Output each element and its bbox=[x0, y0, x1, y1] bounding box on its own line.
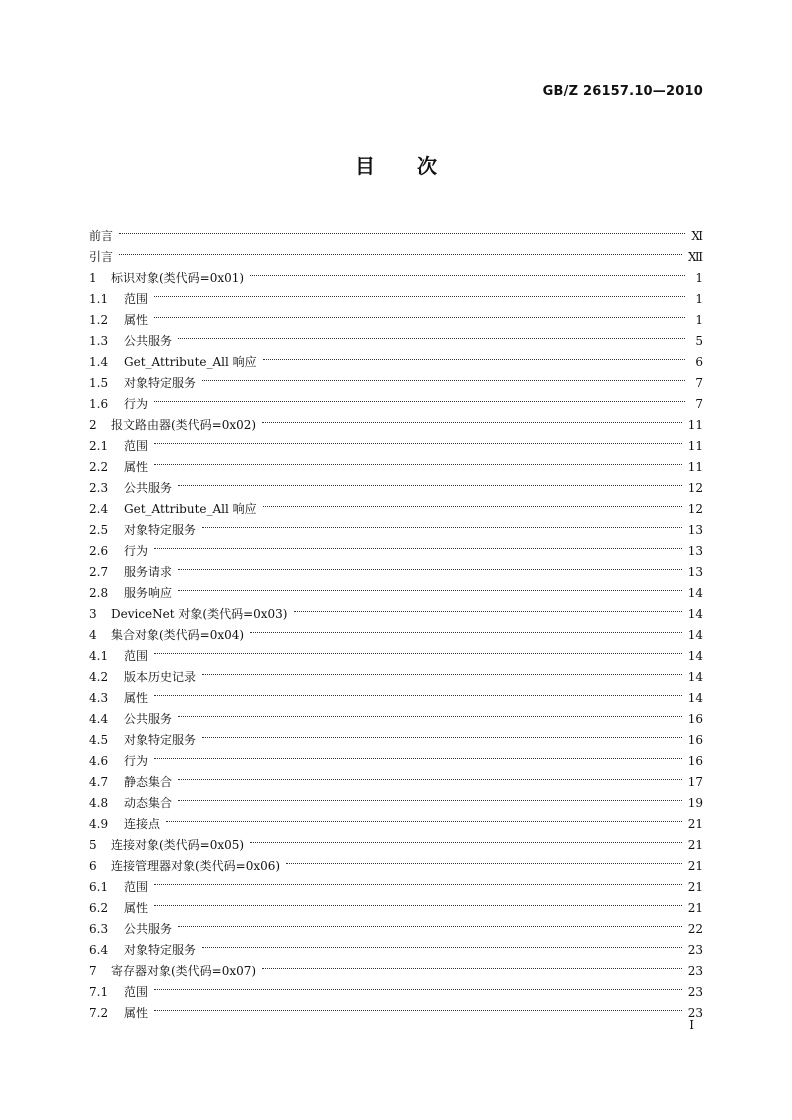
toc-entry-number: 4.9 bbox=[89, 817, 109, 831]
toc-entry[interactable] bbox=[89, 555, 703, 579]
toc-entry-title-group bbox=[89, 919, 178, 940]
page-title: 目次 bbox=[355, 154, 479, 178]
dot-leader bbox=[250, 261, 685, 282]
dot-leader bbox=[202, 723, 682, 744]
toc-entry-number: 4.8 bbox=[89, 796, 109, 810]
toc-entry-page: 5 bbox=[695, 334, 703, 348]
toc-entry-title-group bbox=[89, 541, 154, 562]
toc-entry-title-group bbox=[89, 562, 178, 583]
toc-entry-page: 16 bbox=[687, 712, 703, 726]
dot-leader bbox=[178, 576, 682, 597]
dot-leader bbox=[178, 912, 682, 933]
toc-entry-title: 对象特定服务 bbox=[124, 943, 197, 957]
toc-entry-number: 5 bbox=[89, 838, 97, 852]
toc-entry[interactable] bbox=[89, 282, 703, 306]
toc-entry-page: 6 bbox=[695, 355, 703, 369]
dot-leader bbox=[263, 492, 682, 513]
dot-leader bbox=[154, 429, 682, 450]
toc-entry-page: 19 bbox=[687, 796, 703, 810]
toc-entry[interactable] bbox=[89, 765, 703, 789]
toc-entry-title: 属性 bbox=[124, 901, 149, 915]
dot-leader bbox=[154, 303, 685, 324]
dot-leader bbox=[202, 366, 685, 387]
toc-entry-title: 版本历史记录 bbox=[124, 670, 197, 684]
toc-entry-page: 21 bbox=[687, 817, 703, 831]
toc-entry-title: 动态集合 bbox=[124, 796, 173, 810]
toc-entry-page: 23 bbox=[687, 964, 703, 978]
toc-entry-page: 1 bbox=[695, 292, 703, 306]
page-number: I bbox=[689, 1018, 694, 1032]
toc-entry[interactable] bbox=[89, 681, 703, 705]
toc-entry-number: 7.2 bbox=[89, 1006, 109, 1020]
dot-leader bbox=[154, 534, 682, 555]
toc-entry-title: 连接对象(类代码=0x05) bbox=[111, 838, 245, 852]
toc-entry-number: 7.1 bbox=[89, 985, 109, 999]
toc-entry-title: Get_Attribute_All 响应 bbox=[124, 355, 257, 369]
toc-entry-number: 4 bbox=[89, 628, 97, 642]
dot-leader bbox=[154, 681, 682, 702]
toc-entry-page: 11 bbox=[687, 418, 703, 432]
toc-entry-title-group bbox=[89, 289, 154, 310]
toc-entry-title: 范围 bbox=[124, 292, 149, 306]
toc-entry-title: 公共服务 bbox=[124, 334, 173, 348]
dot-leader bbox=[119, 240, 682, 261]
toc-entry-number: 4.7 bbox=[89, 775, 109, 789]
toc-entry-number: 7 bbox=[89, 964, 97, 978]
toc-entry-number: 2.4 bbox=[89, 502, 109, 516]
toc-entry-page: 23 bbox=[687, 985, 703, 999]
toc-entry-page: 14 bbox=[687, 586, 703, 600]
toc-entry[interactable] bbox=[89, 219, 703, 243]
toc-entry-number: 1.4 bbox=[89, 355, 109, 369]
toc-entry[interactable] bbox=[89, 471, 703, 495]
toc-entry-number: 4.1 bbox=[89, 649, 109, 663]
toc-entry[interactable] bbox=[89, 240, 703, 264]
toc-entry-title: 报文路由器(类代码=0x02) bbox=[111, 418, 257, 432]
toc-entry-page: 14 bbox=[687, 607, 703, 621]
toc-entry-number: 2.2 bbox=[89, 460, 109, 474]
dot-leader bbox=[178, 324, 685, 345]
toc-entry-title: 属性 bbox=[124, 691, 149, 705]
dot-leader bbox=[154, 744, 682, 765]
toc-entry-number: 2.5 bbox=[89, 523, 109, 537]
dot-leader bbox=[154, 891, 682, 912]
dot-leader bbox=[263, 345, 685, 366]
toc-entry-title-group bbox=[89, 226, 119, 247]
toc-entry-number: 6.1 bbox=[89, 880, 109, 894]
toc-entry-title-group bbox=[89, 646, 154, 667]
toc-entry-page: 21 bbox=[687, 880, 703, 894]
toc-entry-page: 14 bbox=[687, 628, 703, 642]
dot-leader bbox=[202, 660, 682, 681]
toc-entry-title-group bbox=[89, 394, 154, 415]
toc-entry-title-group bbox=[89, 751, 154, 772]
toc-entry[interactable] bbox=[89, 702, 703, 726]
dot-leader bbox=[178, 786, 682, 807]
dot-leader bbox=[154, 387, 685, 408]
toc-entry[interactable] bbox=[89, 786, 703, 810]
dot-leader bbox=[262, 954, 682, 975]
toc-entry-page: Ⅻ bbox=[687, 250, 703, 264]
toc-entry-page: 21 bbox=[687, 859, 703, 873]
toc-entry-number: 4.2 bbox=[89, 670, 109, 684]
toc-entry-page: 13 bbox=[687, 565, 703, 579]
toc-entry-page: 1 bbox=[695, 313, 703, 327]
toc-entry-page: Ⅺ bbox=[691, 229, 703, 243]
toc-entry-title: 属性 bbox=[124, 313, 149, 327]
toc-entry-title-group bbox=[89, 898, 154, 919]
toc-entry-number: 2.3 bbox=[89, 481, 109, 495]
toc-entry[interactable] bbox=[89, 807, 703, 831]
toc-entry[interactable] bbox=[89, 891, 703, 915]
toc-entry[interactable] bbox=[89, 639, 703, 663]
toc-entry[interactable] bbox=[89, 660, 703, 684]
toc-entry-page: 7 bbox=[695, 376, 703, 390]
toc-entry-title: 服务响应 bbox=[124, 586, 173, 600]
dot-leader bbox=[119, 219, 685, 240]
toc-entry[interactable] bbox=[89, 408, 703, 432]
toc-entry-title-group bbox=[89, 331, 178, 352]
toc-entry-title: 属性 bbox=[124, 1006, 149, 1020]
toc-entry[interactable] bbox=[89, 933, 703, 957]
toc-entry-number: 1.3 bbox=[89, 334, 109, 348]
dot-leader bbox=[286, 849, 682, 870]
toc-entry-number: 2.1 bbox=[89, 439, 109, 453]
toc-entry-title: 静态集合 bbox=[124, 775, 173, 789]
toc-entry-title-group bbox=[89, 982, 154, 1003]
toc-entry-page: 12 bbox=[687, 481, 703, 495]
toc-entry-title: 范围 bbox=[124, 439, 149, 453]
toc-entry-title: 范围 bbox=[124, 985, 149, 999]
toc-entry-number: 1.1 bbox=[89, 292, 109, 306]
toc-entry-page: 21 bbox=[687, 838, 703, 852]
toc-entry-title: 寄存器对象(类代码=0x07) bbox=[111, 964, 257, 978]
toc-entry-title-group bbox=[89, 940, 202, 961]
toc-entry-page: 16 bbox=[687, 754, 703, 768]
toc-entry-page: 13 bbox=[687, 544, 703, 558]
toc-entry-title: 公共服务 bbox=[124, 922, 173, 936]
dot-leader bbox=[202, 513, 682, 534]
toc-entry-number: 1.5 bbox=[89, 376, 109, 390]
toc-entry-number: 2.7 bbox=[89, 565, 109, 579]
dot-leader bbox=[154, 639, 682, 660]
standard-code: GB/Z 26157.10—2010 bbox=[542, 84, 703, 99]
toc-entry-number: 4.5 bbox=[89, 733, 109, 747]
toc-entry[interactable] bbox=[89, 576, 703, 600]
toc-entry-title: 行为 bbox=[124, 544, 149, 558]
dot-leader bbox=[166, 807, 682, 828]
toc-entry-title-group bbox=[89, 709, 178, 730]
toc-entry[interactable] bbox=[89, 324, 703, 348]
toc-entry-title-group bbox=[89, 793, 178, 814]
toc-entry-page: 13 bbox=[687, 523, 703, 537]
toc-entry[interactable] bbox=[89, 450, 703, 474]
toc-entry-page: 22 bbox=[687, 922, 703, 936]
toc-entry-title: 引言 bbox=[89, 250, 114, 264]
toc-entry[interactable] bbox=[89, 723, 703, 747]
dot-leader bbox=[202, 933, 682, 954]
toc-entry-title-group bbox=[89, 457, 154, 478]
toc-entry-number: 1 bbox=[89, 271, 97, 285]
toc-entry-number: 1.6 bbox=[89, 397, 109, 411]
toc-entry[interactable] bbox=[89, 870, 703, 894]
dot-leader bbox=[154, 450, 682, 471]
dot-leader bbox=[250, 828, 682, 849]
toc-entry-title: 前言 bbox=[89, 229, 114, 243]
toc-entry-title-group bbox=[89, 310, 154, 331]
toc-entry-title: 对象特定服务 bbox=[124, 733, 197, 747]
toc-entry-number: 4.3 bbox=[89, 691, 109, 705]
toc-entry-page: 23 bbox=[687, 943, 703, 957]
toc-entry[interactable] bbox=[89, 996, 703, 1020]
toc-entry-page: 17 bbox=[687, 775, 703, 789]
toc-entry-title-group bbox=[89, 1003, 154, 1024]
toc-entry[interactable] bbox=[89, 828, 703, 852]
toc-entry[interactable] bbox=[89, 345, 703, 369]
toc-entry-page: 23 bbox=[687, 1006, 703, 1020]
toc-entry-number: 6.3 bbox=[89, 922, 109, 936]
toc-entry-number: 4.4 bbox=[89, 712, 109, 726]
dot-leader bbox=[154, 282, 685, 303]
toc-entry-title: 行为 bbox=[124, 754, 149, 768]
toc-entry[interactable] bbox=[89, 429, 703, 453]
toc-entry[interactable] bbox=[89, 975, 703, 999]
toc-entry[interactable] bbox=[89, 387, 703, 411]
toc-entry[interactable] bbox=[89, 534, 703, 558]
toc-entry-page: 14 bbox=[687, 691, 703, 705]
dot-leader bbox=[178, 471, 682, 492]
toc-entry-number: 3 bbox=[89, 607, 97, 621]
toc-entry-title: 行为 bbox=[124, 397, 149, 411]
toc-entry-title: 连接点 bbox=[124, 817, 161, 831]
toc-entry-title: 范围 bbox=[124, 880, 149, 894]
toc-entry-title-group bbox=[89, 814, 166, 835]
dot-leader bbox=[262, 408, 682, 429]
toc-entry-number: 2 bbox=[89, 418, 97, 432]
toc-entry-title: 对象特定服务 bbox=[124, 376, 197, 390]
toc-entry-title-group bbox=[89, 877, 154, 898]
toc-entry-title: 范围 bbox=[124, 649, 149, 663]
toc-entry-page: 21 bbox=[687, 901, 703, 915]
toc-entry-page: 12 bbox=[687, 502, 703, 516]
toc-entry-number: 6 bbox=[89, 859, 97, 873]
toc-entry-title-group bbox=[89, 772, 178, 793]
toc-entry-title: 对象特定服务 bbox=[124, 523, 197, 537]
toc-entry-page: 1 bbox=[695, 271, 703, 285]
toc-entry-number: 6.2 bbox=[89, 901, 109, 915]
toc-entry-number: 2.6 bbox=[89, 544, 109, 558]
toc-entry-page: 14 bbox=[687, 670, 703, 684]
toc-entry-title-group bbox=[89, 478, 178, 499]
toc-entry-number: 4.6 bbox=[89, 754, 109, 768]
dot-leader bbox=[154, 975, 682, 996]
toc-entry[interactable] bbox=[89, 261, 703, 285]
toc-entry[interactable] bbox=[89, 597, 703, 621]
toc-entry-title: 服务请求 bbox=[124, 565, 173, 579]
toc-entry-title-group bbox=[89, 583, 178, 604]
toc-entry-title-group bbox=[89, 247, 119, 268]
toc-entry-title: 属性 bbox=[124, 460, 149, 474]
toc-entry-title-group bbox=[89, 436, 154, 457]
toc-entry-page: 7 bbox=[695, 397, 703, 411]
toc-entry[interactable] bbox=[89, 303, 703, 327]
toc-entry[interactable] bbox=[89, 744, 703, 768]
toc-entry-number: 2.8 bbox=[89, 586, 109, 600]
toc-entry-number: 6.4 bbox=[89, 943, 109, 957]
toc-entry-title: 公共服务 bbox=[124, 712, 173, 726]
toc-entry-page: 16 bbox=[687, 733, 703, 747]
toc-entry-number: 1.2 bbox=[89, 313, 109, 327]
toc-entry[interactable] bbox=[89, 492, 703, 516]
toc-entry-title: 连接管理器对象(类代码=0x06) bbox=[111, 859, 281, 873]
toc-entry-page: 11 bbox=[687, 439, 703, 453]
toc-entry-title-group bbox=[89, 688, 154, 709]
dot-leader bbox=[178, 555, 682, 576]
dot-leader bbox=[294, 597, 682, 618]
dot-leader bbox=[250, 618, 682, 639]
dot-leader bbox=[178, 702, 682, 723]
toc-entry-title: DeviceNet 对象(类代码=0x03) bbox=[111, 607, 288, 621]
toc-entry-title: 标识对象(类代码=0x01) bbox=[111, 271, 245, 285]
toc-entry-page: 11 bbox=[687, 460, 703, 474]
table-of-contents bbox=[89, 219, 703, 1020]
toc-entry[interactable] bbox=[89, 912, 703, 936]
toc-entry-title-group bbox=[89, 835, 250, 856]
dot-leader bbox=[154, 870, 682, 891]
toc-entry-title: 集合对象(类代码=0x04) bbox=[111, 628, 245, 642]
toc-entry-title: Get_Attribute_All 响应 bbox=[124, 502, 257, 516]
dot-leader bbox=[178, 765, 682, 786]
toc-entry-page: 14 bbox=[687, 649, 703, 663]
dot-leader bbox=[154, 996, 682, 1017]
toc-entry-title: 公共服务 bbox=[124, 481, 173, 495]
